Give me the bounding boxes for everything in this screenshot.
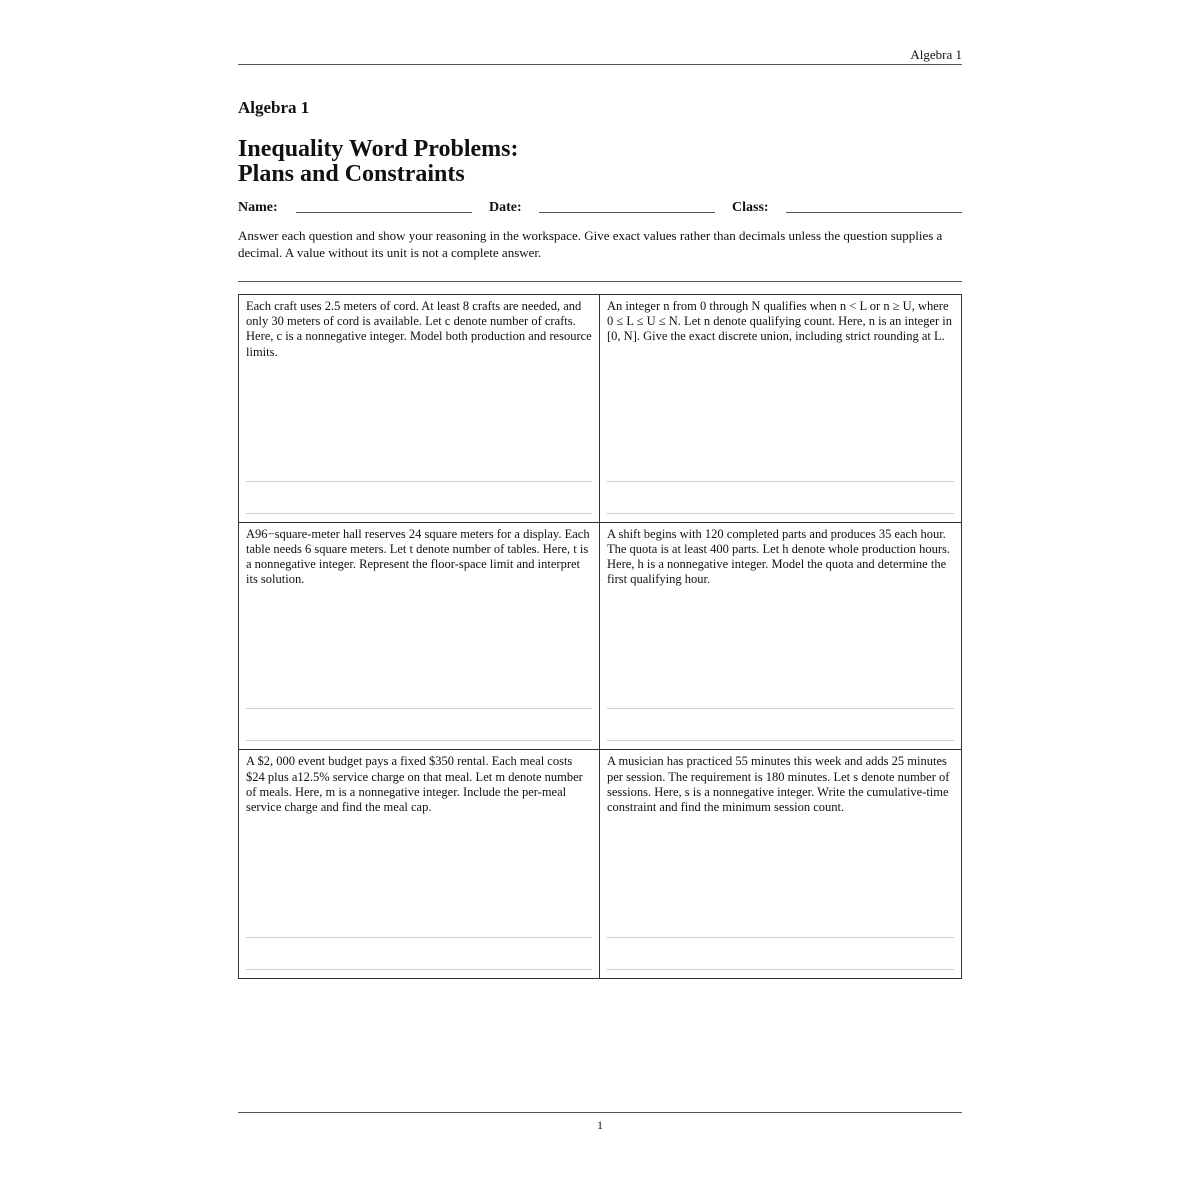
problem-cell-1 bbox=[239, 295, 600, 523]
title-line-1: Inequality Word Problems: bbox=[238, 136, 519, 162]
answer-line[interactable] bbox=[607, 969, 954, 970]
problem-cell-2 bbox=[600, 295, 961, 523]
answer-line[interactable] bbox=[246, 513, 592, 514]
class-field[interactable] bbox=[786, 212, 962, 213]
answer-line[interactable] bbox=[607, 740, 954, 741]
answer-line[interactable] bbox=[246, 481, 592, 482]
problem-cell-3 bbox=[239, 523, 600, 751]
instructions: Answer each question and show your reasoning in the workspace. Give exact values rather than decimals unless the question supplies a decimal. A value without its unit is not a complete answer. bbox=[238, 228, 943, 260]
page-footer-rule bbox=[238, 1112, 962, 1113]
answer-line[interactable] bbox=[246, 740, 592, 741]
answer-line[interactable] bbox=[246, 937, 592, 938]
answer-line[interactable] bbox=[607, 513, 954, 514]
problem-text: A musician has practiced 55 minutes this week and adds 25 minutes per session. The requirement is 180 minutes. Let s denote number of sessions. Here, s is a nonnegative integer. Write the cumulative-time constraint and find the minimum session count. bbox=[607, 754, 950, 814]
problem-cell-5 bbox=[239, 750, 600, 978]
problem-text: Each craft uses 2.5 meters of cord. At least 8 crafts are needed, and only 30 meters of cord is available. Let c denote number of crafts. Here, c is a nonnegative integer. Model both production and resource limits. bbox=[246, 299, 592, 359]
divider bbox=[238, 281, 962, 282]
problem-grid bbox=[238, 294, 962, 979]
answer-line[interactable] bbox=[607, 937, 954, 938]
page-header bbox=[238, 47, 962, 65]
problem-text: A shift begins with 120 completed parts and produces 35 each hour. The quota is at least 400 parts. Let h denote whole production hours. Here, h is a nonnegative integer. Model the quota and determine the first qualifying hour. bbox=[607, 526, 950, 587]
date-field[interactable] bbox=[539, 212, 715, 213]
class-label: Class: bbox=[732, 200, 769, 215]
problem-text: A96−square-meter hall reserves 24 square meters for a display. Each table needs 6 square meters. Let t denote number of tables. Here, t is a nonnegative integer. Represent the floor-space limit and interpret its solution. bbox=[246, 526, 590, 587]
answer-line[interactable] bbox=[607, 481, 954, 482]
name-field[interactable] bbox=[296, 212, 472, 213]
problem-text: An integer n from 0 through N qualifies when n < L or n ≥ U, where 0 ≤ L ≤ U ≤ N. Let n denote qualifying count. Here, n is an integer in [0, N]. Give the exact discrete union, including strict rounding at L. bbox=[607, 299, 953, 344]
date-label: Date: bbox=[489, 200, 522, 215]
title-line-2: Plans and Constraints bbox=[238, 161, 465, 187]
answer-line[interactable] bbox=[246, 969, 592, 970]
answer-line[interactable] bbox=[246, 708, 592, 709]
problem-cell-6 bbox=[600, 750, 961, 978]
student-info-fields bbox=[238, 200, 962, 216]
problem-text: A $2, 000 event budget pays a fixed $350 rental. Each meal costs $24 plus a12.5% service charge on that meal. Let m denote number of meals. Here, m is a nonnegative integer. Include the per-meal service charge and find the meal cap. bbox=[246, 754, 583, 814]
page-number: 1 bbox=[597, 1118, 603, 1132]
problem-cell-4 bbox=[600, 523, 961, 751]
running-title: Algebra 1 bbox=[910, 47, 962, 62]
course-heading: Algebra 1 bbox=[238, 98, 310, 117]
worksheet-title bbox=[238, 137, 518, 187]
answer-line[interactable] bbox=[607, 708, 954, 709]
name-label: Name: bbox=[238, 200, 278, 215]
